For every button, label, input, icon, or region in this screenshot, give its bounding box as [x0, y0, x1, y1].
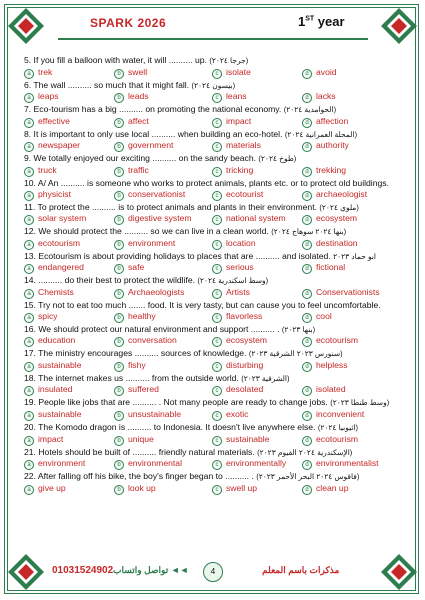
option-letter-icon: c [212, 362, 222, 372]
option-letter-icon: d [302, 313, 312, 323]
option-letter-icon: a [24, 69, 34, 79]
option-letter-icon: d [302, 362, 312, 372]
option-text: disturbing [226, 359, 264, 370]
answer-option[interactable] [302, 91, 400, 103]
option-letter-icon: c [212, 411, 222, 421]
option-text: environment [38, 458, 86, 469]
option-text: trekking [316, 164, 347, 175]
answer-option[interactable] [24, 335, 114, 347]
option-text: swell [128, 66, 148, 77]
answer-option[interactable] [212, 287, 302, 299]
option-text: swell up [226, 482, 258, 493]
question-source: (الشرقية ٢٠٢٣) [241, 373, 290, 383]
answer-option[interactable] [24, 483, 114, 495]
answer-option[interactable] [114, 458, 212, 470]
question-stem: 6. The wall .......... so much that it might fall. [24, 79, 190, 90]
option-row [24, 238, 400, 250]
question-source: (سنورس ٢٠٢٣ الشرقية ٢٠٢٣) [248, 349, 343, 359]
answer-option[interactable] [302, 238, 400, 250]
option-text: truck [38, 164, 57, 175]
question-text [24, 153, 400, 165]
option-text: clean up [316, 482, 349, 493]
option-letter-icon: b [114, 436, 124, 446]
question-source: (وسط طنطا ٢٠٢٣) [330, 398, 390, 408]
option-letter-icon: c [212, 436, 222, 446]
option-letter-icon: d [302, 240, 312, 250]
option-letter-icon: c [212, 313, 222, 323]
option-text: environmentally [226, 458, 287, 469]
option-text: tricking [226, 164, 254, 175]
question-source: (جرجا ٢٠٢٤) [209, 56, 249, 65]
option-letter-icon: c [212, 240, 222, 250]
option-letter-icon: c [212, 142, 222, 152]
option-letter-icon: c [212, 337, 222, 347]
question-source: (بيسون ٢٠٢٤) [191, 80, 236, 90]
option-letter-icon: a [24, 142, 34, 152]
option-row [24, 262, 400, 274]
answer-option[interactable] [302, 287, 400, 299]
answer-option[interactable] [212, 311, 302, 323]
option-letter-icon: c [212, 93, 222, 103]
question-text [24, 471, 400, 483]
option-text: Artists [226, 286, 250, 297]
option-text: give up [38, 482, 66, 493]
question-text [24, 55, 400, 67]
option-text: isolate [226, 66, 251, 77]
option-text: sustainable [38, 359, 82, 370]
option-text: environmental [128, 458, 182, 469]
question-text [24, 422, 400, 434]
answer-option[interactable] [212, 458, 302, 470]
option-text: insulated [38, 384, 73, 395]
page-header [0, 16, 425, 36]
answer-option[interactable] [212, 434, 302, 446]
option-text: national system [226, 213, 286, 224]
question-text [24, 226, 400, 238]
answer-option[interactable] [302, 409, 400, 421]
option-text: materials [226, 140, 261, 151]
option-text: exotic [226, 408, 249, 419]
question-text [24, 275, 400, 287]
answer-option[interactable] [24, 287, 114, 299]
year-number: 1 [298, 14, 306, 29]
option-text: archaeologist [316, 188, 368, 199]
option-text: ecosystem [226, 335, 268, 346]
option-row [24, 483, 400, 495]
option-text: suffered [128, 384, 159, 395]
option-letter-icon: b [114, 313, 124, 323]
option-text: effective [38, 115, 70, 126]
answer-option[interactable] [302, 434, 400, 446]
answer-option[interactable] [302, 189, 400, 201]
option-text: look up [128, 482, 156, 493]
option-text: sustainable [38, 408, 82, 419]
question-stem: 20. The Komodo dragon is .......... to Indonesia. It doesn't live anywhere else. [24, 421, 316, 432]
option-letter-icon: d [302, 264, 312, 274]
answer-option[interactable] [114, 287, 212, 299]
question-stem: 21. Hotels should be built of .......... friendly natural materials. [24, 446, 255, 457]
option-letter-icon: a [24, 289, 34, 299]
option-letter-icon: d [302, 289, 312, 299]
answer-option[interactable] [212, 409, 302, 421]
option-letter-icon: a [24, 313, 34, 323]
option-text: safe [128, 262, 145, 273]
answer-option[interactable] [24, 116, 114, 128]
answer-option[interactable] [114, 311, 212, 323]
option-row [24, 116, 400, 128]
option-row [24, 287, 400, 299]
answer-option[interactable] [114, 67, 212, 79]
option-letter-icon: c [212, 264, 222, 274]
option-letter-icon: b [114, 264, 124, 274]
answer-option[interactable] [114, 116, 212, 128]
option-text: solar system [38, 213, 87, 224]
option-text: healthy [128, 310, 156, 321]
answer-option[interactable] [24, 311, 114, 323]
option-text: location [226, 237, 256, 248]
option-text: government [128, 140, 174, 151]
option-row [24, 140, 400, 152]
question-text [24, 348, 400, 360]
option-letter-icon: d [302, 118, 312, 128]
option-letter-icon: a [24, 118, 34, 128]
question-stem: 5. If you fill a balloon with water, it will .......... up. [24, 55, 207, 65]
question-stem: 22. After falling off his bike, the boy's finger began to .......... . [24, 471, 254, 482]
option-letter-icon: a [24, 337, 34, 347]
question-text [24, 300, 400, 311]
question-stem: 15. Try not to eat too much ....... food. It is very tasty, but can cause you to feel uncomfortable. [24, 299, 381, 310]
option-row [24, 213, 400, 225]
answer-option[interactable] [24, 91, 114, 103]
question-stem: 11. To protect the .......... is to protect animals and plants in their environment. [24, 201, 317, 212]
answer-option[interactable] [114, 91, 212, 103]
page-number: 4 [203, 562, 223, 582]
option-letter-icon: d [302, 386, 312, 396]
option-letter-icon: b [114, 240, 124, 250]
option-letter-icon: a [24, 460, 34, 470]
option-text: ecotourism [316, 335, 359, 346]
answer-option[interactable] [212, 165, 302, 177]
question-text [24, 104, 400, 116]
notes-title: مذكرات باسم المعلم [262, 565, 340, 575]
option-letter-icon: a [24, 362, 34, 372]
option-row [24, 384, 400, 396]
option-text: impact [226, 115, 252, 126]
phone-number[interactable]: 01031524902 [52, 565, 114, 576]
question-source: (بنها ٢٠٢٣) [281, 324, 316, 334]
whatsapp-label: تواصل واتساب ◄◄ [113, 565, 189, 575]
question-text [24, 447, 400, 459]
option-text: leads [128, 91, 149, 102]
option-text: desolated [226, 384, 264, 395]
option-letter-icon: a [24, 411, 34, 421]
answer-option[interactable] [212, 384, 302, 396]
option-letter-icon: d [302, 191, 312, 201]
option-text: education [38, 335, 76, 346]
option-letter-icon: b [114, 215, 124, 225]
option-letter-icon: b [114, 191, 124, 201]
question-stem: 8. It is important to only use local .......... when building an eco-hotel. [24, 128, 283, 139]
option-letter-icon: b [114, 362, 124, 372]
option-text: Conservationists [316, 286, 380, 297]
question-stem: 13. Ecotourism is about providing holidays to places that are .......... and isolated. [24, 250, 331, 261]
header-divider [58, 38, 368, 40]
option-text: conversation [128, 335, 177, 346]
answer-option[interactable] [114, 213, 212, 225]
answer-option[interactable] [302, 384, 400, 396]
option-letter-icon: a [24, 386, 34, 396]
answer-option[interactable] [114, 189, 212, 201]
option-text: impact [38, 433, 64, 444]
option-text: digestive system [128, 213, 192, 224]
question-stem: 17. The ministry encourages .......... sources of knowledge. [24, 348, 247, 359]
option-letter-icon: a [24, 485, 34, 495]
question-source: (المحلة العمرانية ٢٠٢٤) [284, 129, 358, 139]
option-text: environmentalist [316, 458, 379, 469]
option-row [24, 91, 400, 103]
option-letter-icon: d [302, 167, 312, 177]
option-letter-icon: d [302, 436, 312, 446]
year-suffix: ST [305, 15, 315, 23]
answer-option[interactable] [114, 335, 212, 347]
option-letter-icon: b [114, 118, 124, 128]
option-text: environment [128, 237, 176, 248]
option-letter-icon: b [114, 69, 124, 79]
question-source: (طوخ ٢٠٢٤) [258, 154, 297, 164]
answer-option[interactable] [212, 335, 302, 347]
answer-option[interactable] [302, 311, 400, 323]
option-text: endangered [38, 262, 84, 273]
answer-option[interactable] [212, 483, 302, 495]
answer-option[interactable] [24, 140, 114, 152]
option-text: ecotourism [316, 433, 359, 444]
option-row [24, 409, 400, 421]
answer-option[interactable] [114, 360, 212, 372]
answer-option[interactable] [24, 409, 114, 421]
answer-option[interactable] [24, 458, 114, 470]
option-text: ecotourism [38, 237, 81, 248]
answer-option[interactable] [212, 213, 302, 225]
question-text [24, 251, 400, 263]
option-row [24, 67, 400, 79]
option-letter-icon: a [24, 191, 34, 201]
option-letter-icon: d [302, 460, 312, 470]
question-source: ابو حماد ٢٠٢٣ [333, 251, 377, 261]
option-letter-icon: d [302, 69, 312, 79]
option-letter-icon: d [302, 485, 312, 495]
option-text: affect [128, 115, 149, 126]
option-letter-icon: a [24, 93, 34, 103]
answer-option[interactable] [212, 67, 302, 79]
answer-option[interactable] [114, 238, 212, 250]
option-text: leaps [38, 91, 59, 102]
answer-option[interactable] [114, 140, 212, 152]
question-source: (وسط اسكندرية ٢٠٢٤) [197, 276, 269, 286]
option-letter-icon: c [212, 215, 222, 225]
option-letter-icon: d [302, 337, 312, 347]
option-letter-icon: a [24, 264, 34, 274]
option-text: destination [316, 237, 358, 248]
option-letter-icon: c [212, 289, 222, 299]
option-text: fishy [128, 359, 146, 370]
answer-option[interactable] [212, 262, 302, 274]
question-stem: 10. A/ An .......... is someone who works to protect animals, plants etc. or to protect old buildings. [24, 177, 389, 188]
question-source: (فاقوس ٢٠٢٤ البحر الأحمر ٢٠٢٣) [256, 472, 360, 482]
option-letter-icon: b [114, 167, 124, 177]
option-row [24, 189, 400, 201]
option-text: fictional [316, 262, 346, 273]
option-letter-icon: b [114, 93, 124, 103]
option-letter-icon: b [114, 386, 124, 396]
option-letter-icon: b [114, 142, 124, 152]
option-letter-icon: a [24, 436, 34, 446]
question-stem: 12. We should protect the .......... so we can live in a clean world. [24, 226, 269, 237]
option-row [24, 311, 400, 323]
answer-option[interactable] [212, 189, 302, 201]
option-text: Chemists [38, 286, 74, 297]
answer-option[interactable] [302, 67, 400, 79]
question-stem: 7. Eco-tourism has a big .......... on promoting the national economy. [24, 104, 282, 115]
option-letter-icon: b [114, 460, 124, 470]
option-row [24, 434, 400, 446]
option-text: inconvenient [316, 408, 365, 419]
option-letter-icon: a [24, 240, 34, 250]
answer-option[interactable] [302, 483, 400, 495]
answer-option[interactable] [302, 360, 400, 372]
option-text: newspaper [38, 140, 81, 151]
option-text: helpless [316, 359, 348, 370]
option-text: physicist [38, 188, 71, 199]
option-row [24, 165, 400, 177]
answer-option[interactable] [114, 409, 212, 421]
answer-option[interactable] [212, 116, 302, 128]
question-stem: 9. We totally enjoyed our exciting .......... on the sandy beach. [24, 153, 257, 164]
option-text: cool [316, 310, 332, 321]
question-stem: 16. We should protect our natural environment and support .......... . [24, 323, 280, 334]
option-letter-icon: d [302, 215, 312, 225]
answer-option[interactable] [114, 483, 212, 495]
question-text [24, 324, 400, 336]
answer-option[interactable] [24, 67, 114, 79]
option-text: unique [128, 433, 154, 444]
option-text: trek [38, 66, 53, 77]
answer-option[interactable] [24, 384, 114, 396]
question-stem: 19. People like jobs that are .......... . Not many people are ready to change jobs. [24, 397, 328, 408]
question-source: (الحوامدية ٢٠٢٤) [283, 105, 337, 115]
option-letter-icon: a [24, 167, 34, 177]
answer-option[interactable] [212, 91, 302, 103]
option-text: flavorless [226, 310, 263, 321]
option-text: Archaeologists [128, 286, 185, 297]
question-stem: 18. The internet makes us .......... from the outside world. [24, 372, 239, 383]
option-row [24, 458, 400, 470]
option-text: sustainable [226, 433, 270, 444]
answer-option[interactable] [212, 360, 302, 372]
option-letter-icon: b [114, 485, 124, 495]
option-letter-icon: c [212, 118, 222, 128]
answer-option[interactable] [114, 165, 212, 177]
option-letter-icon: c [212, 191, 222, 201]
page-footer [0, 560, 425, 584]
option-text: isolated [316, 384, 346, 395]
option-letter-icon: c [212, 69, 222, 79]
answer-option[interactable] [302, 165, 400, 177]
answer-option[interactable] [302, 116, 400, 128]
option-row [24, 335, 400, 347]
question-text [24, 373, 400, 385]
option-letter-icon: d [302, 93, 312, 103]
option-letter-icon: a [24, 215, 34, 225]
answer-option[interactable] [24, 360, 114, 372]
answer-option[interactable] [302, 262, 400, 274]
option-row [24, 360, 400, 372]
option-text: spicy [38, 310, 58, 321]
answer-option[interactable] [302, 213, 400, 225]
answer-option[interactable] [302, 335, 400, 347]
option-letter-icon: c [212, 460, 222, 470]
answer-option[interactable] [114, 384, 212, 396]
answer-option[interactable] [114, 262, 212, 274]
question-text [24, 397, 400, 409]
option-letter-icon: c [212, 485, 222, 495]
year-label [298, 14, 345, 29]
answer-option[interactable] [302, 458, 400, 470]
option-text: ecosystem [316, 213, 358, 224]
option-text: conservationist [128, 188, 186, 199]
option-text: avoid [316, 66, 337, 77]
answer-option[interactable] [24, 189, 114, 201]
option-letter-icon: b [114, 289, 124, 299]
option-text: ecotourist [226, 188, 264, 199]
answer-option[interactable] [24, 434, 114, 446]
brand-title: SPARK 2026 [90, 16, 167, 30]
option-text: affection [316, 115, 349, 126]
question-stem: 14. .......... do their best to protect the wildlife. [24, 275, 196, 286]
option-letter-icon: d [302, 142, 312, 152]
question-text [24, 178, 400, 189]
option-text: unsustainable [128, 408, 182, 419]
question-text [24, 129, 400, 141]
option-text: traffic [128, 164, 149, 175]
answer-option[interactable] [212, 238, 302, 250]
option-text: serious [226, 262, 254, 273]
question-source: (ملوي ٢٠٢٤) [319, 202, 359, 212]
option-letter-icon: c [212, 167, 222, 177]
question-source: (بنها ٢٠٢٤ سوهاج ٢٠٢٤) [271, 227, 347, 237]
answer-option[interactable] [302, 140, 400, 152]
answer-option[interactable] [24, 262, 114, 274]
question-list [24, 55, 400, 496]
answer-option[interactable] [24, 238, 114, 250]
answer-option[interactable] [114, 434, 212, 446]
question-source: (الإسكندرية ٢٠٢٤ الفيوم ٢٠٢٣) [257, 447, 353, 457]
question-source: (اثيوبيا ٢٠٢٤) [317, 422, 358, 432]
option-text: leans [226, 91, 247, 102]
answer-option[interactable] [24, 165, 114, 177]
option-letter-icon: c [212, 386, 222, 396]
option-letter-icon: b [114, 337, 124, 347]
answer-option[interactable] [212, 140, 302, 152]
option-text: authority [316, 140, 349, 151]
year-word: year [314, 14, 345, 29]
question-text [24, 80, 400, 92]
option-letter-icon: b [114, 411, 124, 421]
answer-option[interactable] [24, 213, 114, 225]
question-text [24, 202, 400, 214]
option-letter-icon: d [302, 411, 312, 421]
option-text: lacks [316, 91, 336, 102]
